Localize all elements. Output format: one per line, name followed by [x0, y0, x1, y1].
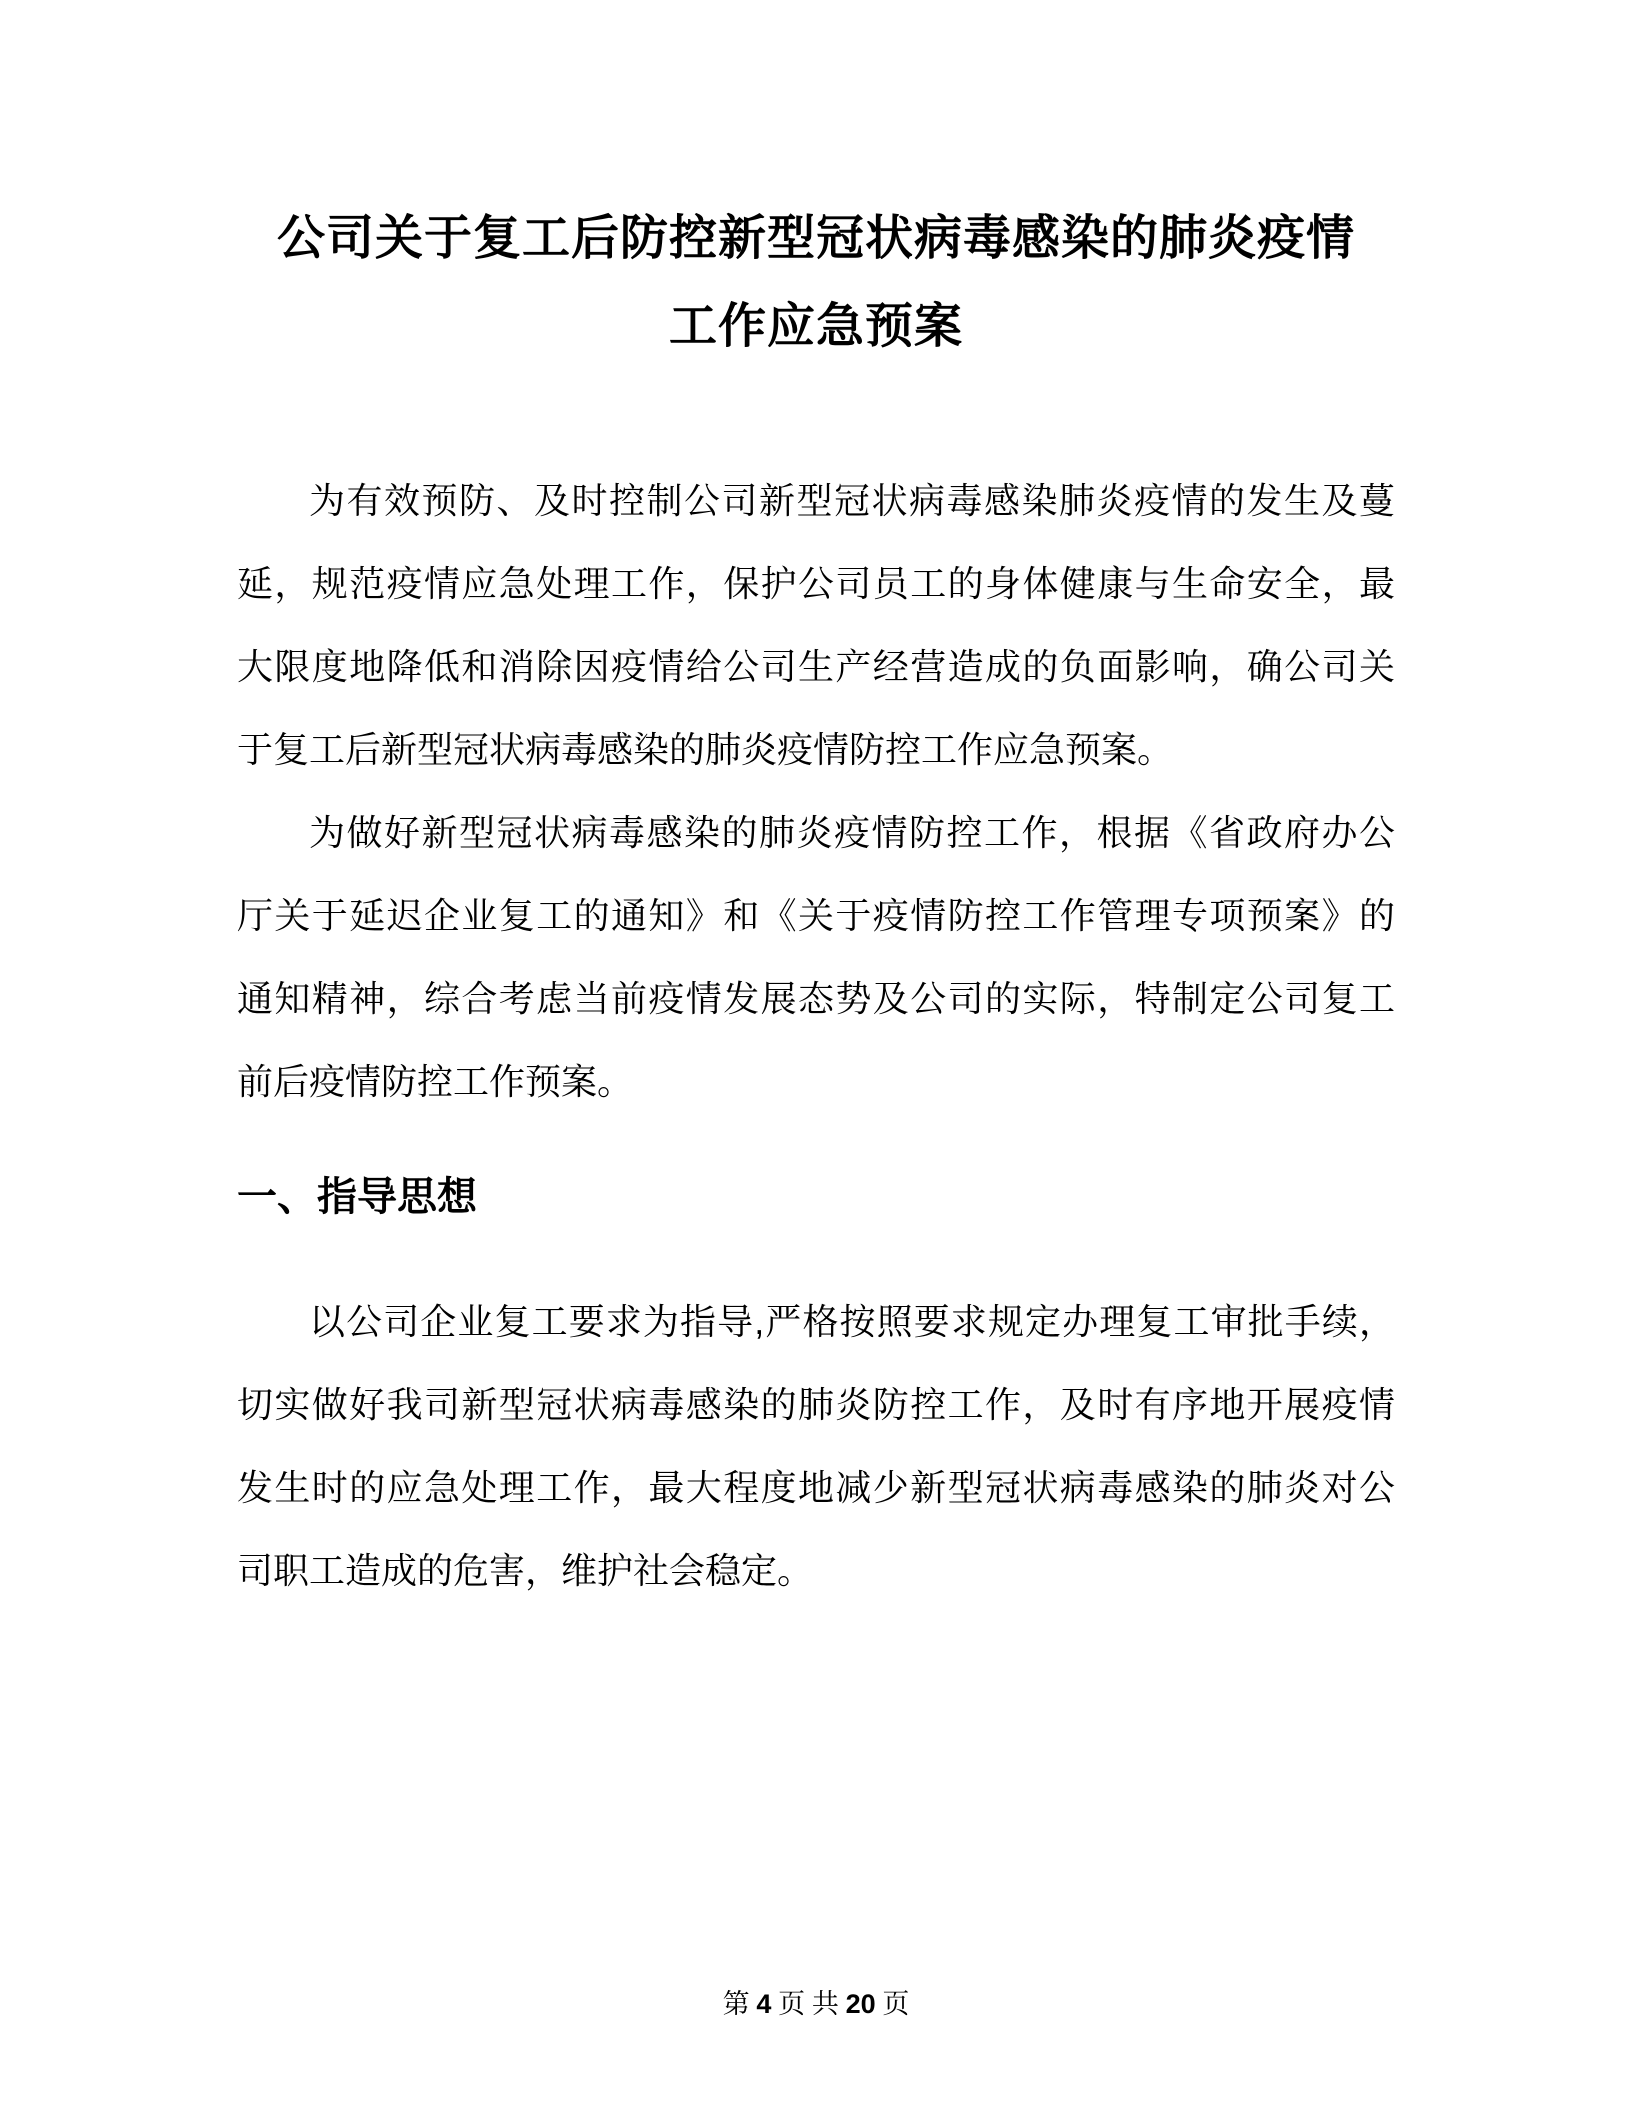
guiding-thought-paragraph [237, 1280, 1395, 1612]
paragraph-line: 大限度地降低和消除因疫情给公司生产经营造成的负面影响，确公司关 [237, 646, 1395, 687]
paragraph-line: 为做好新型冠状病毒感染的肺炎疫情防控工作，根据《省政府办公 [309, 812, 1395, 853]
paragraph-line: 厅关于延迟企业复工的通知》和《关于疫情防控工作管理专项预案》的 [237, 895, 1395, 936]
paragraph-line: 以公司企业复工要求为指导,严格按照要求规定办理复工审批手续， [309, 1301, 1395, 1342]
basis-paragraph [237, 791, 1395, 1123]
footer-label-mid: 页 共 [778, 1989, 839, 2019]
document-title-line-2: 工作应急预案 [668, 300, 963, 353]
intro-paragraph [237, 459, 1395, 791]
paragraph-line: 为有效预防、及时控制公司新型冠状病毒感染肺炎疫情的发生及蔓 [309, 480, 1395, 521]
document-title-line-1: 公司关于复工后防控新型冠状病毒感染的肺炎疫情 [276, 212, 1355, 265]
paragraph-line: 司职工造成的危害，维护社会稳定。 [237, 1550, 814, 1591]
footer-label-post: 页 [882, 1989, 910, 2019]
section-heading-guiding-thought: 一、指导思想 [237, 1175, 477, 1219]
footer-label-pre: 第 [722, 1989, 750, 2019]
paragraph-line: 于复工后新型冠状病毒感染的肺炎疫情防控工作应急预案。 [237, 729, 1174, 770]
paragraph-line: 发生时的应急处理工作，最大程度地减少新型冠状病毒感染的肺炎对公 [237, 1467, 1395, 1508]
paragraph-line: 切实做好我司新型冠状病毒感染的肺炎防控工作，及时有序地开展疫情 [237, 1384, 1395, 1425]
total-pages: 20 [845, 1989, 876, 2019]
paragraph-line: 延，规范疫情应急处理工作，保护公司员工的身体健康与生命安全，最 [237, 563, 1395, 604]
document-title [237, 195, 1395, 371]
page-number: 4 [756, 1989, 772, 2019]
page-footer [0, 1984, 1632, 2024]
paragraph-line: 通知精神，综合考虑当前疫情发展态势及公司的实际，特制定公司复工 [237, 978, 1395, 1019]
paragraph-line: 前后疫情防控工作预案。 [237, 1061, 634, 1102]
